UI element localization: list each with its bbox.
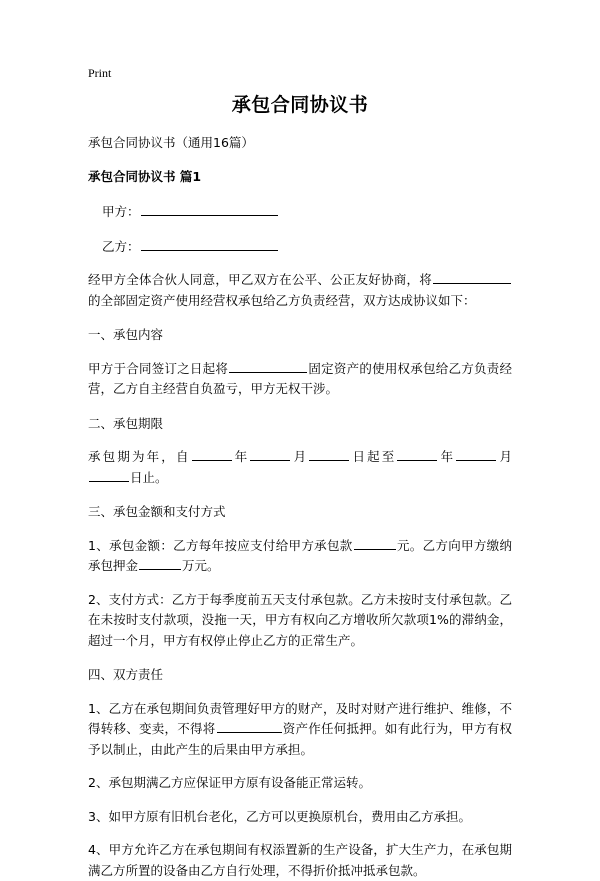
section-4-paragraph-1 [88, 699, 512, 761]
s3-p1-seg-1: 1、承包金额：乙方每年按应支付给甲方承包款 [88, 537, 353, 553]
s2-p1-seg-1: 承包期为年，自 [88, 449, 191, 464]
s2-p1-seg-5: 年 [438, 449, 456, 464]
document-subtitle: 承包合同协议书（通用16篇） [88, 135, 254, 150]
party-b-label: 乙方： [102, 239, 140, 254]
section-3-paragraph-1 [88, 536, 512, 577]
section-4-paragraph-3: 3、如甲方原有旧机台老化，乙方可以更换原机台，费用由乙方承担。 [88, 808, 471, 824]
party-b-blank[interactable] [141, 238, 278, 251]
s2-month-start-blank[interactable] [250, 448, 290, 461]
s2-p1-seg-6: 月 [497, 449, 512, 464]
section-4-paragraph-4: 4、甲方允许乙方在承包期间有权添置新的生产设备，扩大生产力，在承包期满乙方所置的设备由乙方自行处理，不得折价抵冲抵承包款。 [88, 842, 512, 878]
party-a-label: 甲方： [102, 204, 140, 219]
section-4-heading: 四、双方责任 [88, 667, 164, 682]
preamble-text-2: 的全部固定资产使用经营权承包给乙方负责经营，双方达成协议如下： [88, 292, 476, 308]
party-a-blank[interactable] [141, 203, 278, 216]
s3-amount-blank[interactable] [354, 537, 396, 550]
preamble-text-1: 经甲方全体合伙人同意，甲乙双方在公平、公正友好协商，将 [88, 272, 432, 287]
print-link[interactable]: Print [88, 66, 112, 80]
preamble-paragraph [88, 270, 512, 311]
s2-p1-seg-4: 日起至 [350, 449, 397, 464]
preamble-blank[interactable] [433, 271, 511, 284]
s1-p1-seg-1: 甲方于合同签订之日起将 [88, 360, 229, 376]
s1-p1-blank[interactable] [229, 360, 307, 373]
s2-year-start-blank[interactable] [192, 448, 232, 461]
s2-day-end-blank[interactable] [89, 469, 129, 482]
s4-asset-blank[interactable] [217, 720, 282, 733]
section-1-paragraph-1 [88, 359, 512, 400]
s2-day-start-blank[interactable] [309, 448, 349, 461]
article-heading: 承包合同协议书 篇1 [88, 169, 202, 184]
s4-p1-seg-2: 资产作任何抵押。如有此行为，甲方有权予以制止，由此产生的后果由甲方承担。 [88, 721, 512, 757]
section-2-paragraph-1 [88, 447, 512, 488]
section-3-heading: 三、承包金额和支付方式 [88, 504, 226, 519]
section-4-paragraph-2: 2、承包期满乙方应保证甲方原有设备能正常运转。 [88, 775, 371, 790]
s2-year-end-blank[interactable] [397, 448, 437, 461]
page-title: 承包合同协议书 [231, 94, 369, 116]
s2-p1-seg-2: 年 [232, 449, 250, 464]
s2-p1-seg-3: 月 [291, 449, 309, 464]
section-1-heading: 一、承包内容 [88, 327, 164, 342]
s4-p1-seg-1: 1、乙方在承包期间负责管理好甲方的财产，及时对财产进行维护、维修，不得转移、变卖，不得将 [88, 700, 512, 736]
section-2-heading: 二、承包期限 [88, 415, 164, 431]
document-content [88, 90, 512, 881]
s3-p1-seg-3: 万元。 [182, 558, 220, 573]
party-b-line [88, 237, 512, 257]
section-3-paragraph-2: 2、支付方式：乙方于每季度前五天支付承包款。乙方未按时支付承包款。乙在未按时支付款项，没拖一天，甲方有权向乙方增收所欠款项1%的滞纳金，超过一个月，甲方有权停止停止乙方的正常生产。 [88, 591, 512, 648]
s3-deposit-blank[interactable] [139, 557, 181, 570]
s1-p1-seg-2: 固定资产的使用权承包给乙方负责经营，乙方自主经营自负盈亏，甲方无权干涉。 [88, 360, 512, 396]
s2-p1-seg-7: 日止。 [130, 469, 168, 485]
s2-month-end-blank[interactable] [456, 448, 496, 461]
s3-p1-seg-2: 元。乙方向甲方缴纳承包押金 [88, 537, 512, 573]
party-a-line [88, 202, 512, 222]
